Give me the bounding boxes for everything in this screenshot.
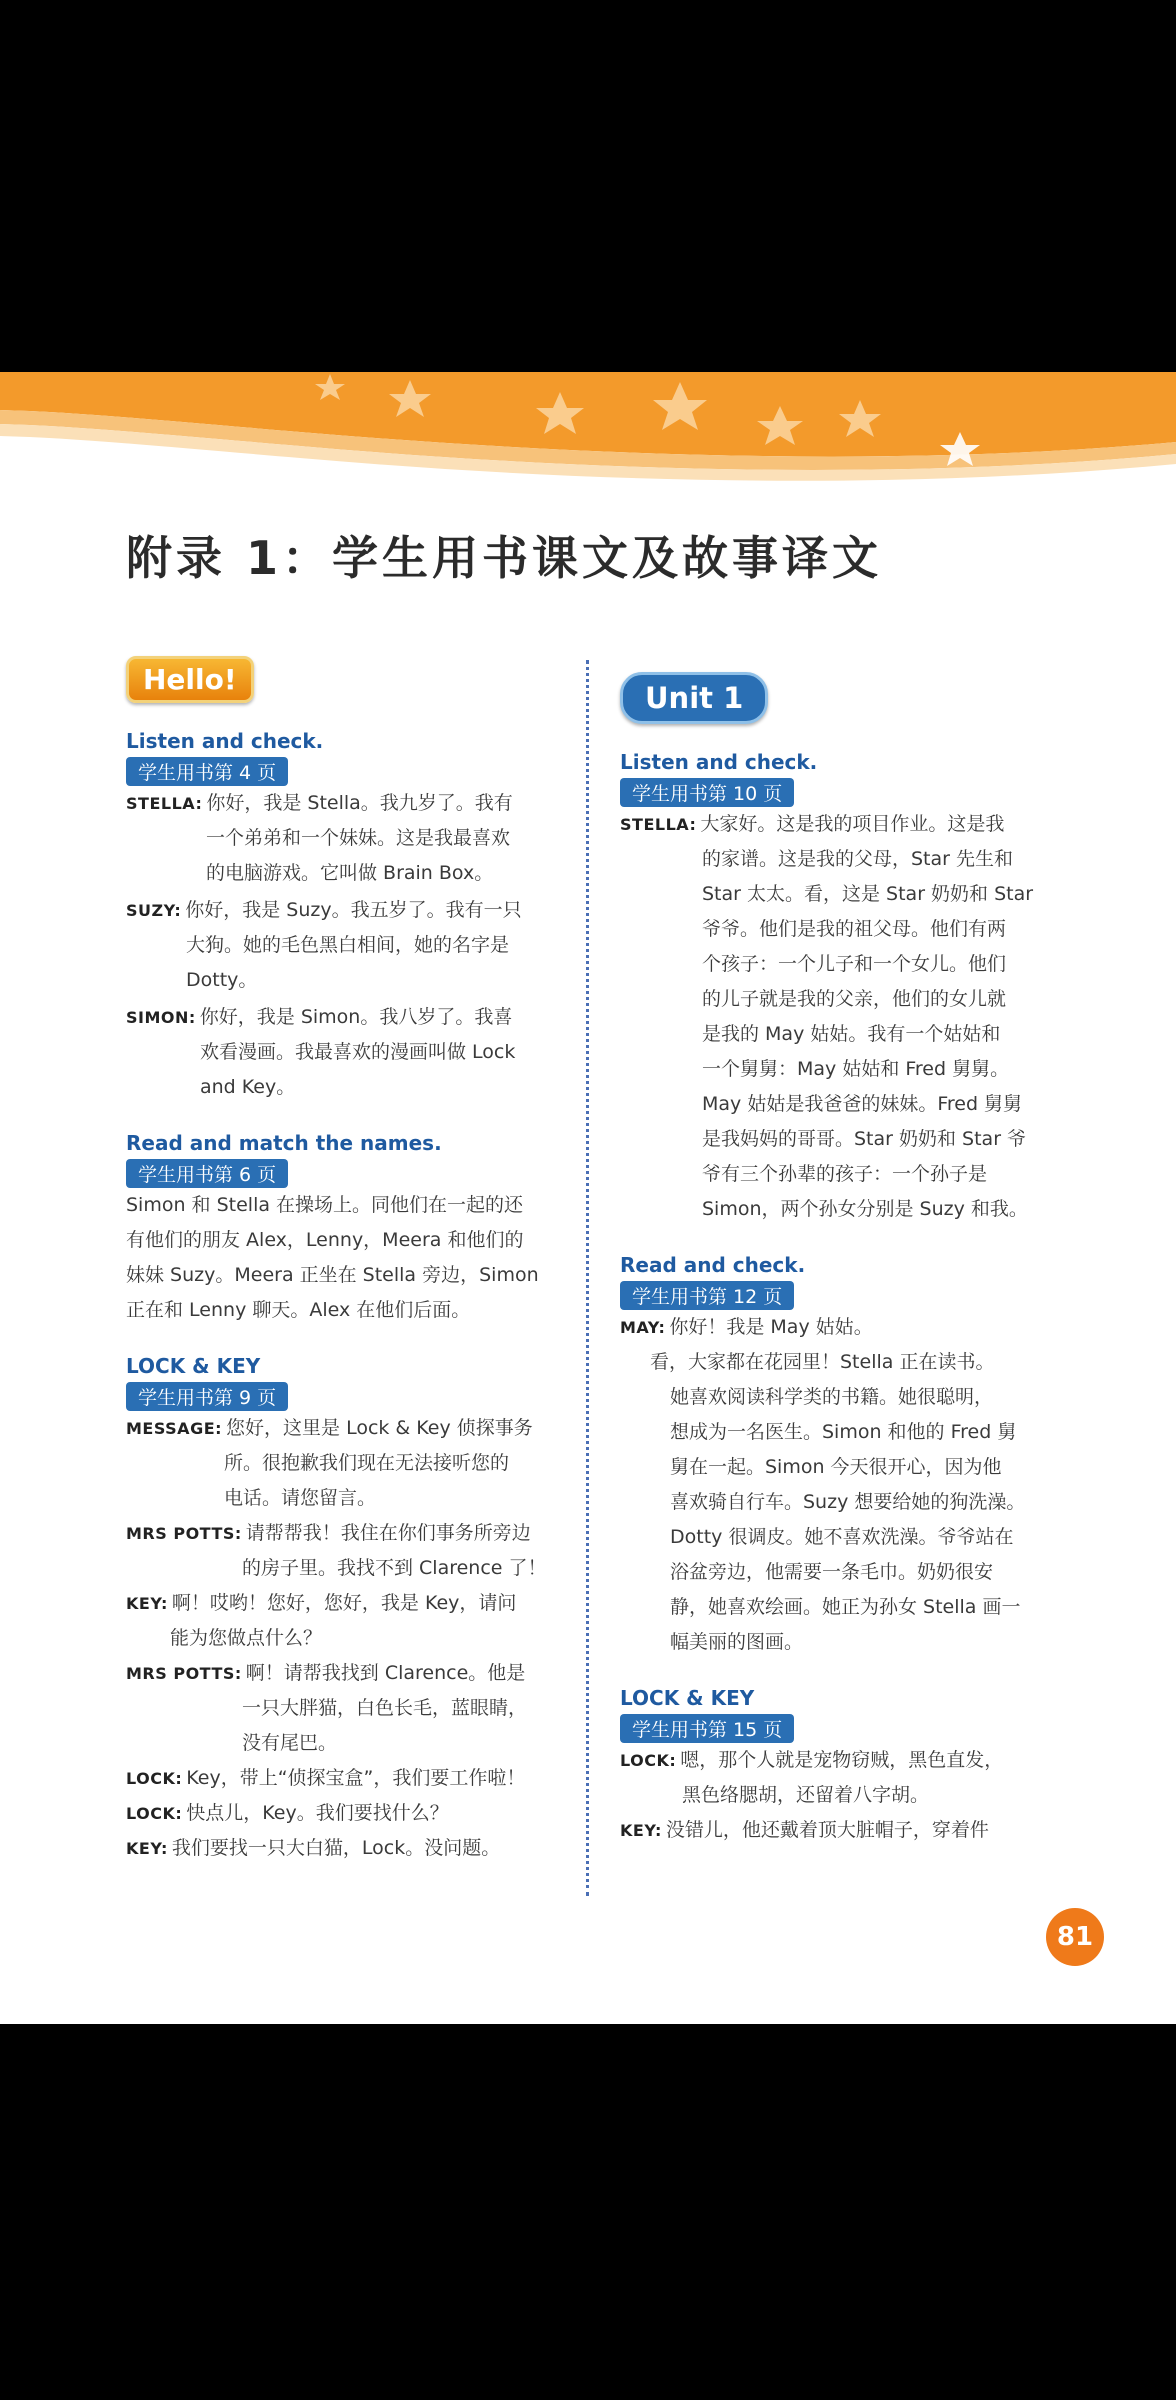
line-text: 我们要找一只大白猫，Lock。没问题。 <box>171 1837 501 1859</box>
page-number-badge: 81 <box>1046 1908 1104 1966</box>
dialogue-line: Dotty 很调皮。她不喜欢洗澡。爷爷站在 <box>670 1526 1014 1548</box>
speaker-label: MRS POTTS: <box>126 1664 242 1683</box>
speaker-label: SUZY: <box>126 901 182 920</box>
dialogue-line: and Key。 <box>200 1076 296 1098</box>
page-reference-tag: 学生用书第 10 页 <box>620 778 794 807</box>
dialogue-line: 的房子里。我找不到 Clarence 了！ <box>242 1557 547 1579</box>
dialogue-line <box>126 1516 566 1551</box>
dialogue-line: 是我的 May 姑姑。我有一个姑姑和 <box>702 1023 1001 1045</box>
dialogue-line <box>126 1796 566 1831</box>
dialogue-line: 想成为一名医生。Simon 和他的 Fred 舅 <box>670 1421 1017 1443</box>
dialogue-line <box>126 893 566 928</box>
section-heading: Read and check. <box>620 1253 806 1277</box>
dialogue-line: 欢看漫画。我最喜欢的漫画叫做 Lock <box>200 1041 516 1063</box>
page-reference-tag: 学生用书第 15 页 <box>620 1714 794 1743</box>
line-text: 没错儿，他还戴着顶大脏帽子，穿着件 <box>665 1819 989 1841</box>
paragraph-line: 有他们的朋友 Alex，Lenny，Meera 和他们的 <box>126 1229 524 1251</box>
dialogue-line: 的电脑游戏。它叫做 Brain Box。 <box>206 862 494 884</box>
speaker-label: MAY: <box>620 1318 666 1337</box>
dialogue-line: 一只大胖猫，白色长毛，蓝眼睛， <box>242 1697 528 1719</box>
dialogue-line: 她喜欢阅读科学类的书籍。她很聪明， <box>670 1386 994 1408</box>
speaker-label: LOCK: <box>126 1769 183 1788</box>
speaker-label: KEY: <box>126 1594 168 1613</box>
speaker-label: MESSAGE: <box>126 1419 223 1438</box>
dialogue-line: 电话。请您留言。 <box>224 1487 377 1509</box>
line-text: 你好！我是 May 姑姑。 <box>669 1316 873 1338</box>
page-title: 附录 1：学生用书课文及故事译文 <box>126 531 883 585</box>
dialogue-line <box>126 786 566 821</box>
dialogue-line: 大狗。她的毛色黑白相间，她的名字是 <box>186 934 510 956</box>
dialogue-line: 能为您做点什么？ <box>170 1627 323 1649</box>
right-column <box>620 672 1060 1848</box>
hello-badge: Hello! <box>126 656 254 703</box>
dialogue-line <box>126 1411 566 1446</box>
line-text: 你好，我是 Suzy。我五岁了。我有一只 <box>185 899 522 921</box>
dialogue-line: 幅美丽的图画。 <box>670 1631 804 1653</box>
line-text: Key，带上“侦探宝盒”，我们要工作啦！ <box>186 1767 526 1789</box>
line-text: 快点儿，Key。我们要找什么？ <box>186 1802 449 1824</box>
speaker-label: KEY: <box>126 1839 168 1858</box>
paragraph-line: 正在和 Lenny 聊天。Alex 在他们后面。 <box>126 1299 471 1321</box>
section-read-match <box>126 1131 566 1328</box>
speaker-label: LOCK: <box>620 1751 677 1770</box>
dialogue-line <box>620 1310 1060 1345</box>
line-text: 你好，我是 Stella。我九岁了。我有 <box>206 792 513 814</box>
dialogue-line: 喜欢骑自行车。Suzy 想要给她的狗洗澡。 <box>670 1491 1026 1513</box>
dialogue-line: 一个舅舅：May 姑姑和 Fred 舅舅。 <box>702 1058 1010 1080</box>
speaker-label: KEY: <box>620 1821 662 1840</box>
dialogue-line: 的家谱。这是我的父母，Star 先生和 <box>702 848 1014 870</box>
page-reference-tag: 学生用书第 4 页 <box>126 757 288 786</box>
dialogue-line: Simon，两个孙女分别是 Suzy 和我。 <box>702 1198 1028 1220</box>
dialogue-line <box>126 1831 566 1866</box>
dialogue-line: Dotty。 <box>186 969 258 991</box>
section-heading: Listen and check. <box>620 750 818 774</box>
left-column <box>126 656 566 1866</box>
dialogue-line: 舅在一起。Simon 今天很开心，因为他 <box>670 1456 1002 1478</box>
dialogue-line <box>620 1743 1060 1778</box>
section-listen-check <box>126 729 566 1105</box>
section-heading: LOCK & KEY <box>126 1354 261 1378</box>
dialogue-line: 静，她喜欢绘画。她正为孙女 Stella 画一 <box>670 1596 1021 1618</box>
line-text: 嗯，那个人就是宠物窃贼，黑色直发， <box>680 1749 1004 1771</box>
section-heading: Listen and check. <box>126 729 324 753</box>
speaker-label: STELLA: <box>126 794 203 813</box>
section-lock-key <box>126 1354 566 1866</box>
line-text: 大家好。这是我的项目作业。这是我 <box>700 813 1005 835</box>
dialogue-line <box>620 1813 1060 1848</box>
dialogue-line: 一个弟弟和一个妹妹。这是我最喜欢 <box>206 827 511 849</box>
page-reference-tag: 学生用书第 6 页 <box>126 1159 288 1188</box>
dialogue-line: 没有尾巴。 <box>242 1732 338 1754</box>
page-reference-tag: 学生用书第 9 页 <box>126 1382 288 1411</box>
column-divider <box>586 660 589 1896</box>
dialogue-line: May 姑姑是我爸爸的妹妹。Fred 舅舅 <box>702 1093 1023 1115</box>
line-text: 啊！哎哟！您好，您好，我是 Key，请问 <box>171 1592 517 1614</box>
dialogue-line <box>126 1761 566 1796</box>
dialogue-line <box>126 1000 566 1035</box>
dialogue-line: 是我妈妈的哥哥。Star 奶奶和 Star 爷 <box>702 1128 1027 1150</box>
section-heading: LOCK & KEY <box>620 1686 755 1710</box>
dialogue-line: Star 太太。看，这是 Star 奶奶和 Star <box>702 883 1034 905</box>
book-page <box>0 372 1176 2024</box>
line-text: 你好，我是 Simon。我八岁了。我喜 <box>199 1006 513 1028</box>
unit-badge: Unit 1 <box>620 672 768 724</box>
line-text: 啊！请帮我找到 Clarence。他是 <box>245 1662 526 1684</box>
dialogue-line: 爷有三个孙辈的孩子：一个孙子是 <box>702 1163 988 1185</box>
dialogue-line <box>620 807 1060 842</box>
dialogue-line: 看，大家都在花园里！Stella 正在读书。 <box>650 1351 995 1373</box>
section-read-check <box>620 1253 1060 1660</box>
orange-star-banner <box>0 372 1176 502</box>
speaker-label: SIMON: <box>126 1008 196 1027</box>
speaker-label: STELLA: <box>620 815 697 834</box>
dialogue-line <box>126 1586 566 1621</box>
paragraph-line: 妹妹 Suzy。Meera 正坐在 Stella 旁边，Simon <box>126 1264 539 1286</box>
speaker-label: MRS POTTS: <box>126 1524 242 1543</box>
page-reference-tag: 学生用书第 12 页 <box>620 1281 794 1310</box>
speaker-label: LOCK: <box>126 1804 183 1823</box>
line-text: 请帮帮我！我住在你们事务所旁边 <box>245 1522 531 1544</box>
dialogue <box>126 786 566 1105</box>
section-listen-check <box>620 750 1060 1227</box>
paragraph-line: Simon 和 Stella 在操场上。同他们在一起的还 <box>126 1194 524 1216</box>
dialogue-line: 浴盆旁边，他需要一条毛巾。奶奶很安 <box>670 1561 994 1583</box>
section-heading: Read and match the names. <box>126 1131 442 1155</box>
dialogue-line: 爷爷。他们是我的祖父母。他们有两 <box>702 918 1007 940</box>
dialogue-line: 所。很抱歉我们现在无法接听您的 <box>224 1452 510 1474</box>
dialogue-line: 的儿子就是我的父亲，他们的女儿就 <box>702 988 1007 1010</box>
dialogue-line: 个孩子：一个儿子和一个女儿。他们 <box>702 953 1007 975</box>
line-text: 您好，这里是 Lock & Key 侦探事务 <box>226 1417 533 1439</box>
section-lock-key <box>620 1686 1060 1848</box>
dialogue-line: 黑色络腮胡，还留着八字胡。 <box>682 1784 930 1806</box>
dialogue-line <box>126 1656 566 1691</box>
